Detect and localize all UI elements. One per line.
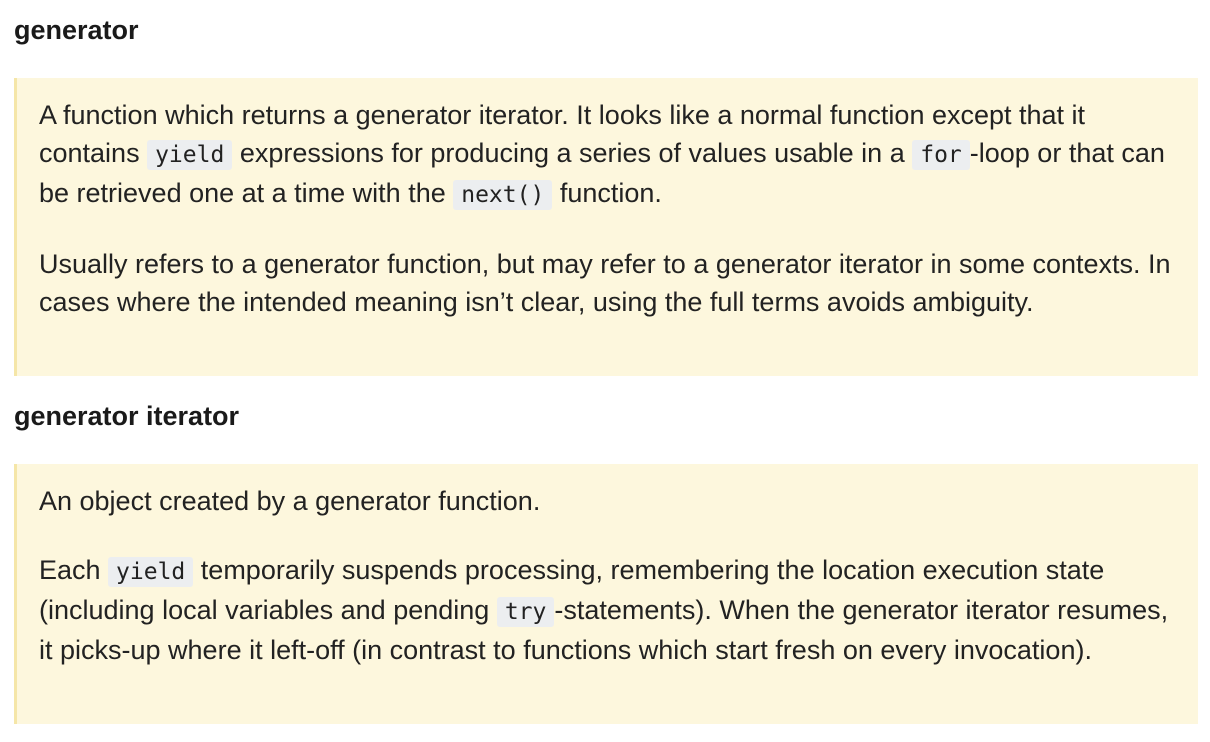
term-generator: generator bbox=[14, 15, 139, 45]
code-try: try bbox=[497, 597, 555, 627]
text-run: A function which returns a generator iterator. It looks like a normal function except that it contains bbox=[39, 100, 1086, 168]
text-run: temporarily suspends processing, remembering the location execution state (including local variables and pending bbox=[39, 555, 1105, 625]
definition-generator bbox=[14, 78, 1198, 376]
text-run: -statements). When the generator iterator resumes, it picks-up where it left-off (in contrast to functions which start fresh on every invocation). bbox=[39, 595, 1169, 665]
definition-paragraph bbox=[39, 551, 1178, 669]
code-next: next() bbox=[453, 180, 552, 210]
definition-paragraph bbox=[39, 96, 1178, 214]
text-run: function. bbox=[552, 178, 662, 208]
text-run: Each bbox=[39, 555, 109, 585]
text-run: expressions for producing a series of values usable in a bbox=[232, 138, 913, 168]
definition-generator-iterator bbox=[14, 464, 1198, 724]
code-yield: yield bbox=[147, 140, 232, 170]
definition-paragraph: Usually refers to a generator function, but may refer to a generator iterator in some contexts. In cases where the intended meaning isn’t clear, using the full terms avoids ambiguity. bbox=[39, 249, 1171, 317]
term-generator-iterator: generator iterator bbox=[14, 401, 240, 431]
code-yield: yield bbox=[108, 557, 193, 587]
definition-paragraph: An object created by a generator function. bbox=[39, 486, 541, 516]
code-for: for bbox=[912, 140, 970, 170]
text-run: -loop or that can be retrieved one at a time with the bbox=[39, 138, 1165, 208]
